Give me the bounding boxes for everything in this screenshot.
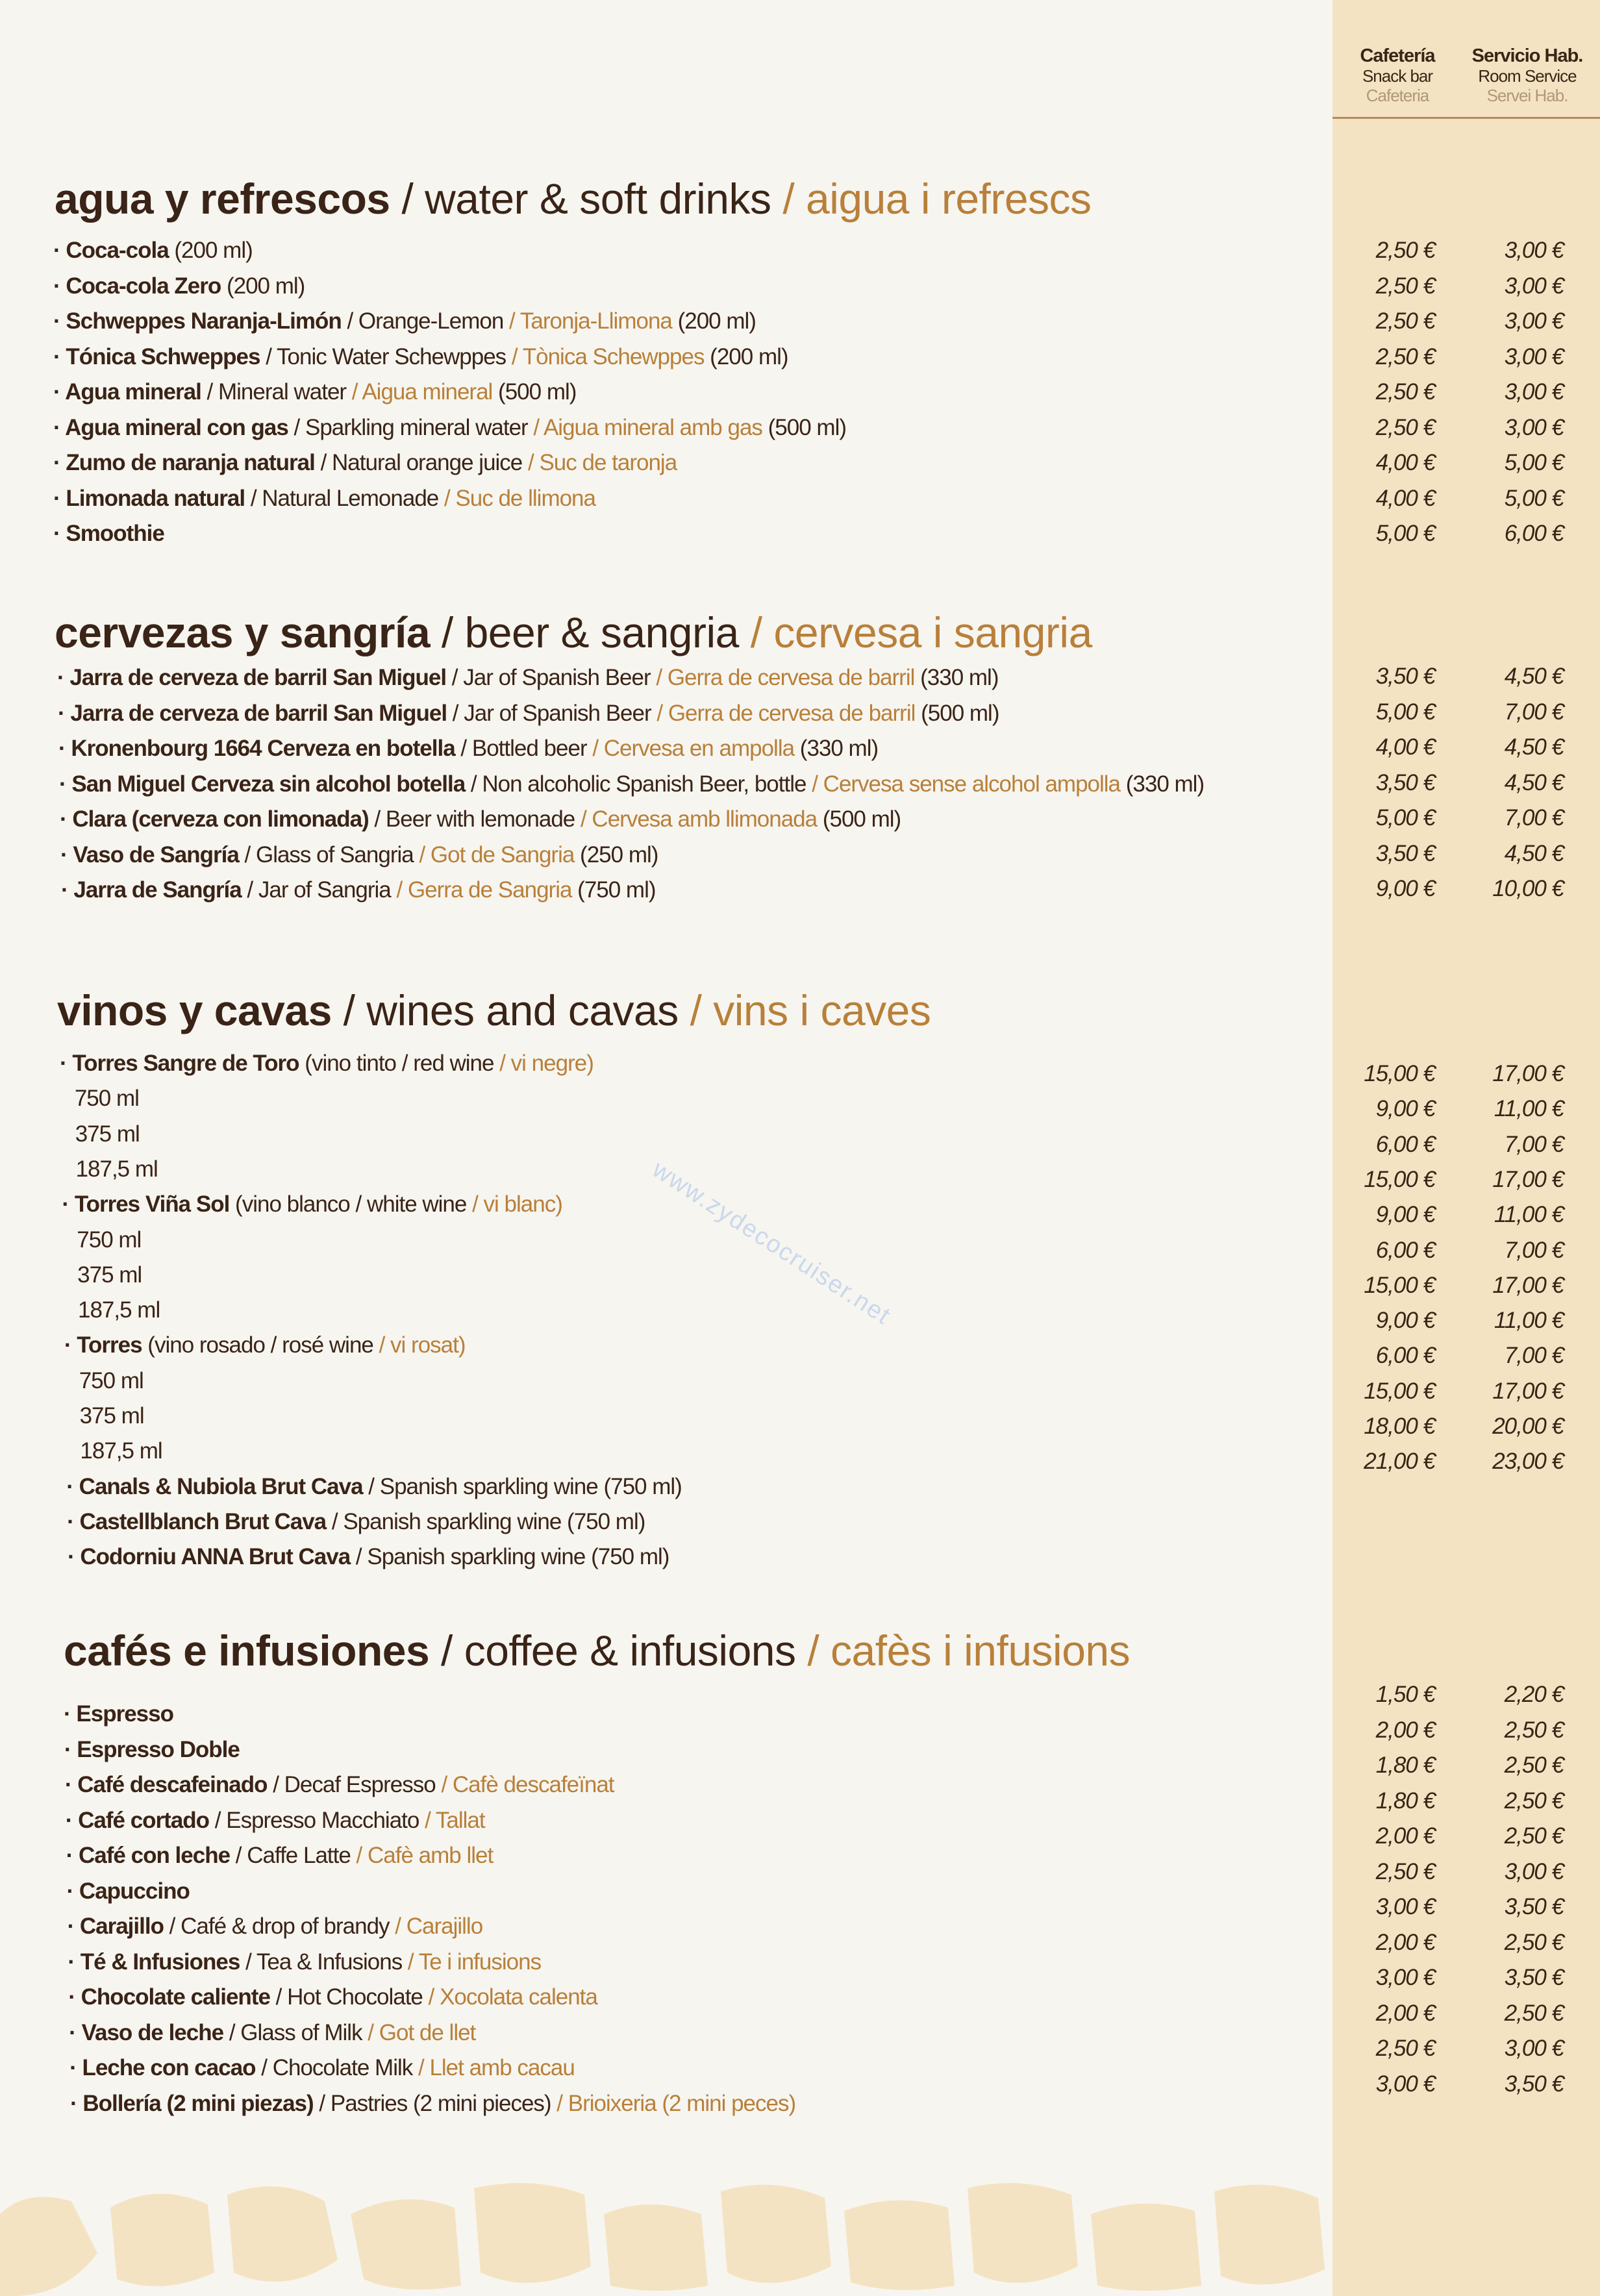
price-cafeteria: 6,00 € — [1375, 1343, 1435, 1369]
price-cafeteria: 1,80 € — [1375, 1788, 1435, 1814]
section-title-ca: / vins i caves — [678, 986, 931, 1034]
price-room-service: 2,50 € — [1504, 1717, 1564, 1743]
price-cafeteria: 2,50 € — [1375, 308, 1435, 334]
item-size-option: 375 ml — [75, 1121, 140, 1147]
item-description — [58, 701, 999, 727]
item-size: (250 ml) — [574, 842, 658, 867]
item-size-option: 375 ml — [77, 1262, 142, 1288]
item-name-en: / Sparkling mineral water — [288, 414, 528, 440]
item-name: Schweppes Naranja-Limón — [66, 308, 342, 334]
item-description — [67, 1509, 645, 1535]
price-cafeteria: 9,00 € — [1375, 1202, 1435, 1228]
price-room-service: 7,00 € — [1504, 1343, 1564, 1369]
item-name-en: / Bottled beer — [455, 736, 587, 761]
item-name: Agua mineral — [65, 379, 201, 405]
item-size-option: 750 ml — [77, 1227, 142, 1253]
price-cafeteria: 9,00 € — [1375, 876, 1435, 901]
price-cafeteria: 15,00 € — [1364, 1272, 1435, 1298]
item-name: Smoothie — [66, 521, 164, 546]
item-name-en: / Spanish sparkling wine — [362, 1473, 598, 1499]
item-name: Torres — [77, 1332, 142, 1358]
item-description — [69, 2020, 475, 2046]
item-name: Limonada natural — [66, 485, 245, 511]
section-title — [57, 986, 931, 1035]
header-cafeteria: Cafetería Snack bar Cafeteria — [1360, 45, 1435, 106]
item-name-en: / Spanish sparkling wine — [350, 1544, 586, 1570]
item-desc: (vino rosado / rosé wine — [142, 1332, 373, 1358]
item-name: Espresso — [76, 1701, 173, 1727]
price-room-service: 2,50 € — [1504, 1788, 1564, 1814]
price-room-service: 4,50 € — [1504, 769, 1564, 795]
item-name-ca: / Got de Sangria — [413, 842, 575, 867]
item-description — [68, 1984, 597, 2010]
item-description — [64, 1332, 466, 1358]
bullet-icon: · — [58, 700, 71, 726]
price-room-service: 4,50 € — [1504, 664, 1564, 689]
item-name-ca: / Tallat — [419, 1807, 485, 1833]
section-title-es: vinos y cavas — [57, 986, 332, 1034]
bullet-icon: · — [64, 1772, 78, 1797]
price-room-service: 20,00 € — [1492, 1414, 1564, 1439]
price-cafeteria: 15,00 € — [1364, 1378, 1435, 1404]
item-description — [53, 521, 164, 547]
item-name: Carajillo — [79, 1914, 164, 1939]
item-name: Jarra de cerveza de barril San Miguel — [69, 665, 447, 690]
price-cafeteria: 3,00 € — [1375, 2071, 1435, 2097]
price-room-service: 7,00 € — [1504, 1131, 1564, 1157]
item-size: (200 ml) — [221, 273, 305, 299]
price-room-service: 11,00 € — [1494, 1308, 1564, 1334]
item-name-en: / Glass of Sangria — [238, 842, 414, 867]
item-name-ca: / Cafè descafeïnat — [435, 1772, 614, 1797]
section-title-en: / water & soft drinks — [390, 175, 771, 223]
item-name: Codorniu ANNA Brut Cava — [80, 1544, 351, 1570]
item-name: Jarra de cerveza de barril San Miguel — [70, 700, 447, 726]
item-name-ca: / Cafè amb llet — [350, 1843, 494, 1868]
item-name-ca: / Cervesa amb llimonada — [575, 806, 818, 832]
watermark: www.zydecocruiser.net — [647, 1156, 896, 1330]
price-room-service: 7,00 € — [1504, 805, 1564, 830]
item-description — [64, 1737, 240, 1763]
item-description — [66, 1808, 485, 1834]
price-room-service: 2,50 € — [1504, 1929, 1564, 1955]
item-name: Té & Infusiones — [80, 1949, 240, 1975]
item-size: (750 ml) — [561, 1508, 645, 1534]
item-name: Zumo de naranja natural — [66, 450, 315, 475]
section-title — [55, 174, 1092, 223]
item-name: Torres Viña Sol — [74, 1192, 230, 1217]
item-description — [58, 736, 878, 762]
item-description — [53, 379, 576, 405]
bullet-icon: · — [53, 450, 66, 475]
section-title-es: cervezas y sangría — [55, 608, 431, 656]
price-room-service: 23,00 € — [1492, 1449, 1564, 1475]
bullet-icon: · — [65, 1807, 79, 1833]
price-room-service: 3,00 € — [1504, 343, 1564, 369]
item-name-ca: / Gerra de cervesa de barril — [650, 665, 915, 690]
bullet-icon: · — [68, 1984, 81, 2010]
item-description — [68, 1544, 669, 1570]
item-name: Castellblanch Brut Cava — [79, 1508, 327, 1534]
item-desc: (vino blanco / white wine — [229, 1192, 467, 1217]
item-description — [57, 665, 998, 691]
price-room-service: 6,00 € — [1504, 521, 1564, 546]
price-room-service: 5,00 € — [1504, 450, 1564, 475]
bullet-icon: · — [53, 238, 66, 263]
price-cafeteria: 1,50 € — [1375, 1682, 1435, 1707]
item-name-ca: / Brioixeria (2 mini peces) — [551, 2090, 796, 2116]
price-cafeteria: 5,00 € — [1375, 805, 1435, 830]
bullet-icon: · — [53, 273, 66, 299]
price-room-service: 17,00 € — [1492, 1378, 1564, 1404]
bullet-icon: · — [60, 842, 73, 867]
price-room-service: 7,00 € — [1504, 699, 1564, 725]
item-description — [53, 450, 677, 476]
item-name-ca: / Aigua mineral amb gas — [527, 414, 762, 440]
item-desc: (vino tinto / red wine — [299, 1051, 494, 1076]
item-name: Bollería (2 mini piezas) — [82, 2090, 314, 2116]
price-room-service: 7,00 € — [1504, 1237, 1564, 1263]
item-name-en: / Decaf Espresso — [267, 1772, 436, 1797]
section-title-ca: / cervesa i sangria — [738, 608, 1092, 656]
item-size: (330 ml) — [794, 736, 879, 761]
price-room-service: 2,50 € — [1504, 1753, 1564, 1778]
section-title-en: / wines and cavas — [331, 986, 679, 1034]
section-title-es: cafés e infusiones — [64, 1627, 430, 1675]
item-name-ca: / Tònica Schewppes — [506, 343, 705, 369]
price-room-service: 11,00 € — [1494, 1096, 1564, 1122]
item-name: Vaso de leche — [81, 2019, 224, 2045]
item-name-ca: / Gerra de Sangria — [390, 877, 572, 903]
item-description — [62, 1192, 562, 1217]
item-name-en: / Chocolate Milk — [255, 2055, 413, 2080]
item-size: (200 ml) — [168, 238, 253, 263]
price-cafeteria: 18,00 € — [1364, 1414, 1435, 1439]
item-name-en: / Jar of Spanish Beer — [447, 700, 651, 726]
item-name-ca: / Cervesa en ampolla — [586, 736, 795, 761]
item-size-option: 187,5 ml — [75, 1156, 158, 1182]
item-description — [61, 877, 656, 903]
item-size: (500 ml) — [817, 806, 901, 832]
item-name-en: / Jar of Spanish Beer — [446, 665, 651, 690]
bullet-icon: · — [64, 1332, 77, 1358]
item-description — [60, 1051, 594, 1077]
price-room-service: 2,50 € — [1504, 2000, 1564, 2026]
item-name-en: / Natural orange juice — [314, 450, 523, 475]
item-name: Capuccino — [79, 1878, 190, 1904]
item-name: Torres Sangre de Toro — [72, 1051, 299, 1076]
item-size: (750 ml) — [597, 1473, 682, 1499]
price-cafeteria: 3,50 € — [1375, 840, 1435, 866]
item-description — [65, 1772, 614, 1798]
item-description — [67, 1914, 482, 1940]
price-cafeteria: 3,00 € — [1375, 1894, 1435, 1919]
item-name-en: / Espresso Macchiato — [209, 1807, 419, 1833]
item-description — [53, 415, 846, 441]
item-size: (200 ml) — [704, 343, 788, 369]
item-size: (200 ml) — [671, 308, 756, 334]
item-name-en: / Orange-Lemon — [341, 308, 504, 334]
price-room-service: 3,00 € — [1504, 379, 1564, 405]
bullet-icon: · — [67, 1508, 80, 1534]
price-cafeteria: 4,00 € — [1375, 734, 1435, 760]
section-title-ca: / cafès i infusions — [795, 1627, 1131, 1675]
item-name-ca: / Cervesa sense alcohol ampolla — [806, 771, 1121, 797]
item-name-en: / Spanish sparkling wine — [326, 1508, 562, 1534]
item-name: Canals & Nubiola Brut Cava — [79, 1473, 363, 1499]
price-cafeteria: 1,80 € — [1375, 1753, 1435, 1778]
item-name-en: / Tea & Infusions — [240, 1949, 403, 1975]
bullet-icon: · — [61, 877, 74, 903]
item-size-option: 187,5 ml — [80, 1438, 162, 1464]
item-name-en: / Tonic Water Schewppes — [260, 343, 506, 369]
price-cafeteria: 15,00 € — [1364, 1061, 1435, 1086]
price-cafeteria: 2,00 € — [1375, 1823, 1435, 1849]
item-size: (750 ml) — [571, 877, 656, 903]
price-room-service: 4,50 € — [1504, 734, 1564, 760]
price-room-service: 3,00 € — [1504, 238, 1564, 263]
price-room-service: 3,00 € — [1504, 2036, 1564, 2061]
item-description — [53, 273, 305, 299]
bullet-icon: · — [66, 1843, 79, 1868]
bullet-icon: · — [69, 2019, 82, 2045]
item-name: Café descafeinado — [77, 1772, 268, 1797]
price-column-header — [1332, 38, 1600, 117]
section-title — [64, 1626, 1130, 1675]
item-description — [60, 842, 658, 868]
bullet-icon: · — [53, 379, 66, 405]
item-name-en: / Caffe Latte — [230, 1843, 351, 1868]
section-title-en: / beer & sangria — [430, 608, 739, 656]
price-room-service: 3,00 € — [1504, 308, 1564, 334]
item-description — [66, 1474, 682, 1500]
item-name-en: / Non alcoholic Spanish Beer, bottle — [465, 771, 806, 797]
bullet-icon: · — [58, 736, 71, 761]
bullet-icon: · — [64, 1701, 77, 1727]
item-name-ca: / Gerra de cervesa de barril — [651, 700, 916, 726]
price-cafeteria: 21,00 € — [1364, 1449, 1435, 1475]
bullet-icon: · — [66, 1878, 79, 1904]
item-size: (750 ml) — [585, 1544, 669, 1570]
item-size: (500 ml) — [915, 700, 999, 726]
item-name: Vaso de Sangría — [73, 842, 239, 867]
item-description — [53, 344, 788, 370]
item-name-ca: / vi negre) — [494, 1051, 594, 1076]
item-name: Agua mineral con gas — [65, 414, 288, 440]
item-name-en: / Glass of Milk — [223, 2019, 362, 2045]
item-name-ca: / Te i infusions — [402, 1949, 542, 1975]
price-room-service: 2,50 € — [1504, 1823, 1564, 1849]
price-room-service: 17,00 € — [1492, 1166, 1564, 1192]
bullet-icon: · — [70, 2090, 83, 2116]
bullet-icon: · — [62, 1192, 75, 1217]
item-size: (500 ml) — [762, 414, 847, 440]
item-name-ca: / Taronja-Llimona — [503, 308, 672, 334]
price-room-service: 17,00 € — [1492, 1061, 1564, 1086]
item-name-en: / Natural Lemonade — [245, 485, 439, 511]
item-name: Espresso Doble — [77, 1736, 240, 1762]
price-cafeteria: 2,00 € — [1375, 2000, 1435, 2026]
item-description — [53, 238, 253, 264]
price-cafeteria: 2,50 € — [1375, 379, 1435, 405]
bullet-icon: · — [53, 308, 66, 334]
item-name-ca: / Suc de llimona — [438, 485, 595, 511]
item-name-ca: / Llet amb cacau — [412, 2055, 575, 2080]
item-description — [70, 2091, 795, 2117]
price-room-service: 17,00 € — [1492, 1272, 1564, 1298]
price-room-service: 3,50 € — [1504, 1894, 1564, 1919]
item-description — [64, 1701, 173, 1727]
price-room-service: 4,50 € — [1504, 840, 1564, 866]
price-room-service: 3,50 € — [1504, 1965, 1564, 1990]
bullet-icon: · — [60, 1051, 73, 1076]
bullet-icon: · — [64, 1736, 77, 1762]
item-size-option: 750 ml — [79, 1367, 144, 1393]
item-size-option: 750 ml — [74, 1086, 139, 1112]
price-cafeteria: 2,50 € — [1375, 343, 1435, 369]
item-name-en: / Mineral water — [201, 379, 347, 405]
bullet-icon: · — [59, 771, 72, 797]
item-size: (330 ml) — [1120, 771, 1205, 797]
item-name-ca: / Xocolata calenta — [422, 1984, 597, 2010]
bullet-icon: · — [66, 1473, 79, 1499]
price-room-service: 3,50 € — [1504, 2071, 1564, 2097]
section-title-en: / coffee & infusions — [429, 1627, 796, 1675]
item-name: Jarra de Sangría — [73, 877, 242, 903]
item-name-ca: / Aigua mineral — [346, 379, 493, 405]
item-description — [59, 771, 1204, 797]
item-name-en: / Hot Chocolate — [269, 1984, 423, 2010]
item-description — [53, 486, 595, 512]
bullet-icon: · — [68, 1544, 81, 1570]
price-cafeteria: 4,00 € — [1375, 485, 1435, 511]
price-cafeteria: 2,50 € — [1375, 2036, 1435, 2061]
item-name: Café cortado — [78, 1807, 210, 1833]
item-description — [69, 2055, 575, 2081]
item-name: Leche con cacao — [82, 2055, 256, 2080]
item-description — [66, 1843, 494, 1869]
item-name: San Miguel Cerveza sin alcohol botella — [71, 771, 466, 797]
bullet-icon: · — [68, 1949, 81, 1975]
item-name-ca: / Suc de taronja — [522, 450, 677, 475]
item-name-en: / Café & drop of brandy — [163, 1914, 390, 1939]
item-name-ca: / vi rosat) — [373, 1332, 466, 1358]
price-cafeteria: 2,50 € — [1375, 238, 1435, 263]
item-size-option: 187,5 ml — [78, 1297, 160, 1323]
price-cafeteria: 2,50 € — [1375, 273, 1435, 299]
item-name: Chocolate caliente — [81, 1984, 270, 2010]
section-title-ca: / aigua i refrescs — [771, 175, 1092, 223]
price-room-service: 5,00 € — [1504, 485, 1564, 511]
item-name-ca: / Carajillo — [389, 1914, 483, 1939]
price-cafeteria: 15,00 € — [1364, 1166, 1435, 1192]
item-name-en: / Beer with lemonade — [368, 806, 575, 832]
item-name-ca: / vi blanc) — [466, 1192, 562, 1217]
bullet-icon: · — [69, 2055, 82, 2080]
price-room-service: 11,00 € — [1494, 1202, 1564, 1228]
price-cafeteria: 5,00 € — [1375, 699, 1435, 725]
item-name: Kronenbourg 1664 Cerveza en botella — [71, 736, 455, 761]
price-cafeteria: 3,50 € — [1375, 664, 1435, 689]
price-cafeteria: 9,00 € — [1375, 1096, 1435, 1122]
price-room-service: 3,00 € — [1504, 414, 1564, 440]
bullet-icon: · — [57, 665, 70, 690]
item-description — [67, 1878, 190, 1904]
item-size: (330 ml) — [914, 665, 999, 690]
price-cafeteria: 6,00 € — [1375, 1131, 1435, 1157]
item-name-en: / Pastries (2 mini pieces) — [313, 2090, 551, 2116]
item-name: Coca-cola — [66, 238, 169, 263]
price-cafeteria: 2,00 € — [1375, 1929, 1435, 1955]
bullet-icon: · — [67, 1914, 80, 1939]
item-size: (500 ml) — [492, 379, 577, 405]
price-room-service: 2,20 € — [1504, 1682, 1564, 1707]
price-cafeteria: 3,50 € — [1375, 769, 1435, 795]
item-name: Coca-cola Zero — [66, 273, 221, 299]
item-name: Tónica Schweppes — [66, 343, 260, 369]
bullet-icon: · — [53, 414, 66, 440]
bullet-icon: · — [53, 485, 66, 511]
price-cafeteria: 6,00 € — [1375, 1237, 1435, 1263]
header-divider — [1332, 117, 1600, 119]
price-room-service: 3,00 € — [1504, 273, 1564, 299]
header-room-service: Servicio Hab. Room Service Servei Hab. — [1471, 45, 1583, 106]
price-cafeteria: 2,00 € — [1375, 1717, 1435, 1743]
bullet-icon: · — [60, 806, 73, 832]
price-cafeteria: 2,50 € — [1375, 1858, 1435, 1884]
item-name: Clara (cerveza con limonada) — [72, 806, 369, 832]
item-name-ca: / Got de llet — [362, 2019, 476, 2045]
item-description — [53, 308, 756, 334]
item-name: Café con leche — [79, 1843, 231, 1868]
price-cafeteria: 9,00 € — [1375, 1308, 1435, 1334]
bullet-icon: · — [53, 343, 66, 369]
price-room-service: 3,00 € — [1504, 1858, 1564, 1884]
price-room-service: 10,00 € — [1492, 876, 1564, 901]
price-cafeteria: 4,00 € — [1375, 450, 1435, 475]
item-description — [60, 806, 901, 832]
footer-stone-pattern — [0, 2175, 1600, 2296]
section-title — [55, 608, 1092, 657]
item-size-option: 375 ml — [79, 1403, 144, 1429]
price-cafeteria: 3,00 € — [1375, 1965, 1435, 1990]
price-cafeteria: 2,50 € — [1375, 414, 1435, 440]
section-title-es: agua y refrescos — [55, 175, 390, 223]
item-description — [68, 1949, 541, 1975]
bullet-icon: · — [53, 521, 66, 546]
price-cafeteria: 5,00 € — [1375, 521, 1435, 546]
item-name-en: / Jar of Sangria — [241, 877, 391, 903]
